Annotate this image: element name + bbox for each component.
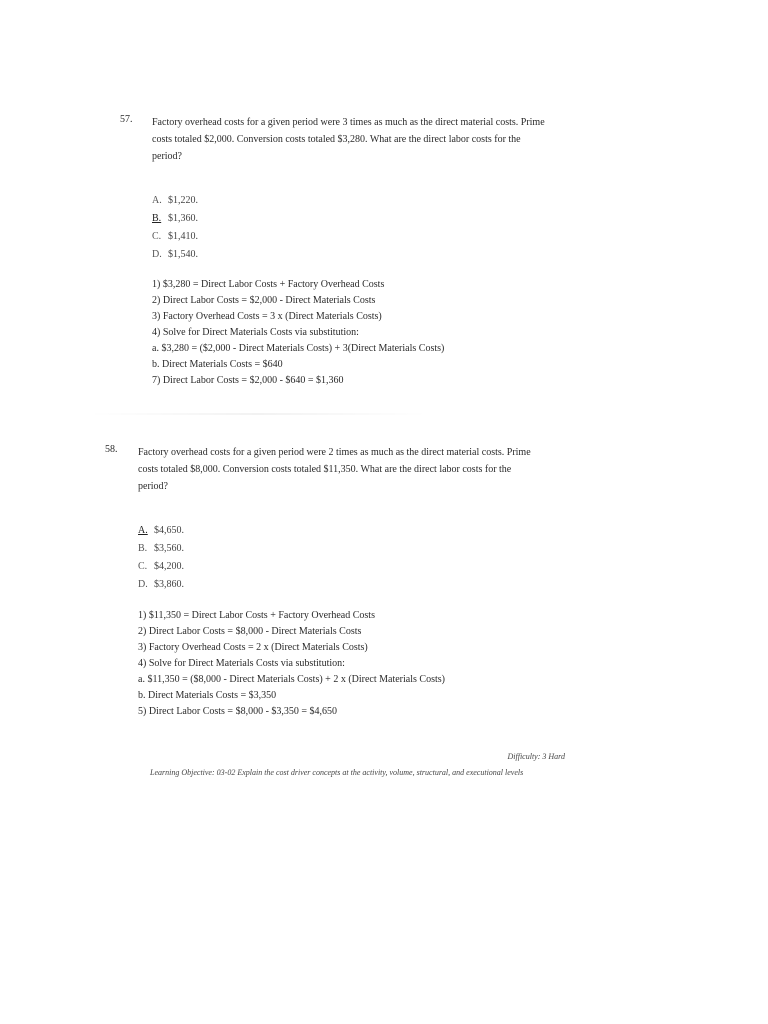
solution-line: 3) Factory Overhead Costs = 3 x (Direct Materials Costs) [152,311,382,322]
solution-line: 4) Solve for Direct Materials Costs via substitution: [138,658,345,669]
choice-d[interactable] [138,576,184,594]
solution-line: 4) Solve for Direct Materials Costs via substitution: [152,327,359,338]
choice-a[interactable] [152,192,198,210]
choice-letter: B. [138,543,148,554]
solution-line: 7) Direct Labor Costs = $2,000 - $640 = $1,360 [152,375,344,386]
choice-value: $3,860. [154,579,184,590]
solution-line: 1) $11,350 = Direct Labor Costs + Factory Overhead Costs [138,610,375,621]
solution-line: a. $3,280 = ($2,000 - Direct Materials Costs) + 3(Direct Materials Costs) [152,343,445,354]
choice-letter-correct: A. [138,525,148,536]
choice-letter: C. [152,231,162,242]
answer-choices-57 [152,192,198,264]
choice-value: $1,220. [168,195,198,206]
answer-choices-58 [138,522,184,594]
difficulty-label: Difficulty: 3 Hard [507,752,565,761]
solution-line: 5) Direct Labor Costs = $8,000 - $3,350 = $4,650 [138,706,338,717]
question-text: Factory overhead costs for a given period were 3 times as much as the direct material costs. Prime costs totaled $2,000. Conversion costs totaled $3,280. What are the direct labor costs for the period? [152,117,545,162]
choice-c[interactable] [138,558,184,576]
choice-b[interactable] [152,210,198,228]
solution-line: b. Direct Materials Costs = $640 [152,359,283,370]
choice-value: $1,360. [168,213,198,224]
solution-line: 3) Factory Overhead Costs = 2 x (Direct Materials Costs) [138,642,368,653]
solution-line: 2) Direct Labor Costs = $2,000 - Direct Materials Costs [152,295,376,306]
choice-value: $4,650. [154,525,184,536]
solution-line: b. Direct Materials Costs = $3,350 [138,690,277,701]
choice-letter: C. [138,561,148,572]
question-number: 58. [105,444,118,455]
choice-a[interactable] [138,522,184,540]
choice-letter: D. [138,579,148,590]
choice-c[interactable] [152,228,198,246]
section-divider [88,413,428,415]
choice-value: $3,560. [154,543,184,554]
choice-letter: D. [152,249,162,260]
question-number: 57. [120,114,133,125]
solution-line: 1) $3,280 = Direct Labor Costs + Factory Overhead Costs [152,279,385,290]
learning-objective: Learning Objective: 03-02 Explain the cost driver concepts at the activity, volume, structural, and executional levels [150,768,524,777]
solution-58 [138,608,445,720]
solution-57 [152,277,444,389]
choice-letter: A. [152,195,162,206]
choice-value: $1,410. [168,231,198,242]
choice-value: $4,200. [154,561,184,572]
choice-value: $1,540. [168,249,198,260]
choice-b[interactable] [138,540,184,558]
solution-line: a. $11,350 = ($8,000 - Direct Materials Costs) + 2 x (Direct Materials Costs) [138,674,445,685]
choice-d[interactable] [152,246,198,264]
choice-letter-correct: B. [152,213,162,224]
solution-line: 2) Direct Labor Costs = $8,000 - Direct Materials Costs [138,626,362,637]
question-text: Factory overhead costs for a given period were 2 times as much as the direct material costs. Prime costs totaled $8,000. Conversion costs totaled $11,350. What are the direct labor costs for the period? [138,447,531,492]
